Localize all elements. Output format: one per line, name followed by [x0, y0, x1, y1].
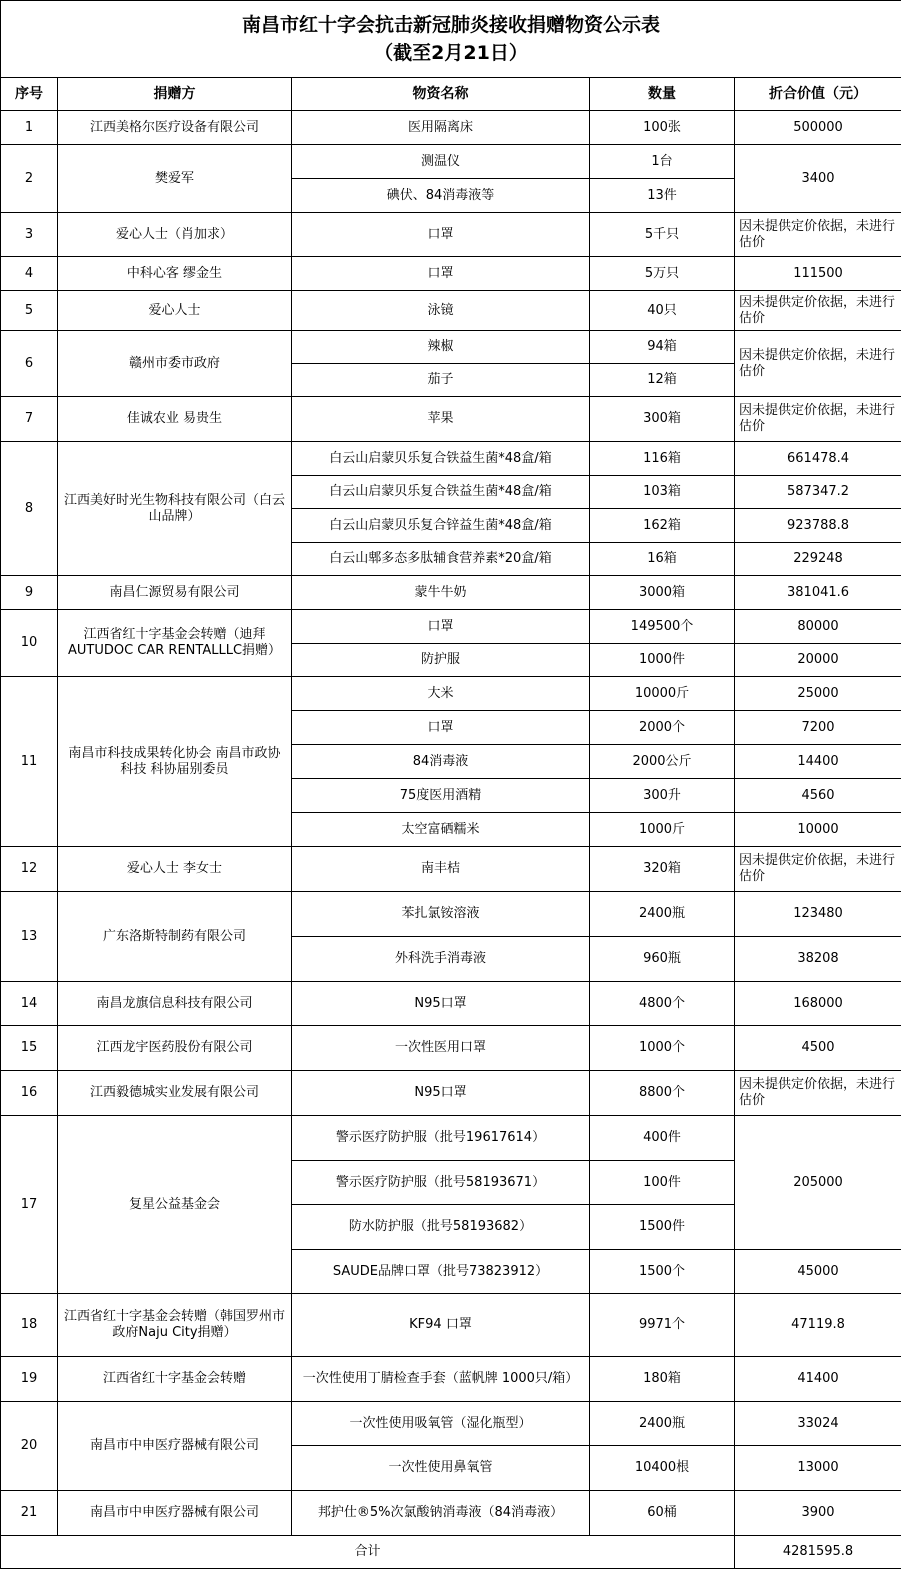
item-quantity: 103箱 [590, 476, 735, 509]
table-row [1, 1026, 901, 1071]
row-number: 16 [1, 1071, 58, 1116]
table-row [1, 213, 901, 257]
item-name: 邦护仕®5%次氯酸钠消毒液（84消毒液） [292, 1491, 590, 1536]
table-row [1, 982, 901, 1026]
item-value: 25000 [735, 677, 901, 711]
table-row [1, 1357, 901, 1402]
table-row [1, 1116, 901, 1161]
item-value: 47119.8 [735, 1294, 901, 1357]
item-name: N95口罩 [292, 1071, 590, 1116]
table-row [1, 677, 901, 711]
row-number: 5 [1, 291, 58, 331]
row-number: 3 [1, 213, 58, 257]
item-name: 白云山郫多态多肽辅食营养素*20盒/箱 [292, 543, 590, 576]
table-row [1, 145, 901, 179]
item-value: 205000 [735, 1116, 901, 1250]
item-value: 因未提供定价依据，未进行估价 [735, 331, 901, 397]
item-name: 防护服 [292, 644, 590, 677]
table-row [1, 331, 901, 364]
item-value: 3400 [735, 145, 901, 213]
item-quantity: 2400瓶 [590, 1402, 735, 1446]
item-quantity: 180箱 [590, 1357, 735, 1402]
item-name: 南丰桔 [292, 847, 590, 892]
row-number: 21 [1, 1491, 58, 1536]
item-value: 381041.6 [735, 576, 901, 610]
item-value: 4560 [735, 779, 901, 813]
item-name: N95口罩 [292, 982, 590, 1026]
donor-name: 爱心人士 李女士 [58, 847, 292, 892]
header-row [1, 78, 901, 111]
item-quantity: 10000斤 [590, 677, 735, 711]
item-name: 泳镜 [292, 291, 590, 331]
item-quantity: 1500件 [590, 1205, 735, 1250]
row-number: 17 [1, 1116, 58, 1294]
donor-name: 南昌市中申医疗器械有限公司 [58, 1402, 292, 1491]
table-row [1, 1294, 901, 1357]
item-name: 测温仪 [292, 145, 590, 179]
item-name: 一次性使用鼻氧管 [292, 1446, 590, 1491]
table-row [1, 576, 901, 610]
table-row [1, 1491, 901, 1536]
header-quantity: 数量 [590, 78, 735, 111]
item-name: 口罩 [292, 610, 590, 644]
row-number: 20 [1, 1402, 58, 1491]
item-name: 白云山启蒙贝乐复合铁益生菌*48盒/箱 [292, 442, 590, 476]
donor-name: 爱心人士 [58, 291, 292, 331]
item-quantity: 400件 [590, 1116, 735, 1161]
item-value: 500000 [735, 111, 901, 145]
donor-name: 南昌市科技成果转化协会 南昌市政协科技 科协届别委员 [58, 677, 292, 847]
row-number: 1 [1, 111, 58, 145]
item-value: 168000 [735, 982, 901, 1026]
item-name: 辣椒 [292, 331, 590, 364]
item-name: 太空富硒糯米 [292, 813, 590, 847]
item-name: 口罩 [292, 257, 590, 291]
donor-name: 江西省红十字基金会转赠（韩国罗州市政府Naju City捐赠） [58, 1294, 292, 1357]
row-number: 10 [1, 610, 58, 677]
donor-name: 江西龙宇医药股份有限公司 [58, 1026, 292, 1071]
table-row [1, 1402, 901, 1446]
item-value: 41400 [735, 1357, 901, 1402]
item-quantity: 2000个 [590, 711, 735, 745]
item-quantity: 2000公斤 [590, 745, 735, 779]
item-value: 13000 [735, 1446, 901, 1491]
donor-name: 爱心人士（肖加求） [58, 213, 292, 257]
total-value: 4281595.8 [735, 1536, 901, 1569]
table-title [1, 1, 901, 78]
item-quantity: 94箱 [590, 331, 735, 364]
donor-name: 南昌仁源贸易有限公司 [58, 576, 292, 610]
item-value: 14400 [735, 745, 901, 779]
item-quantity: 13件 [590, 179, 735, 213]
item-value: 因未提供定价依据，未进行估价 [735, 847, 901, 892]
item-quantity: 60桶 [590, 1491, 735, 1536]
item-value: 因未提供定价依据，未进行估价 [735, 213, 901, 257]
row-number: 15 [1, 1026, 58, 1071]
item-quantity: 3000箱 [590, 576, 735, 610]
item-value: 因未提供定价依据，未进行估价 [735, 1071, 901, 1116]
item-quantity: 1000斤 [590, 813, 735, 847]
item-name: 口罩 [292, 213, 590, 257]
table-row [1, 892, 901, 937]
item-value: 7200 [735, 711, 901, 745]
donor-name: 广东洛斯特制药有限公司 [58, 892, 292, 982]
item-name: 外科洗手消毒液 [292, 937, 590, 982]
item-quantity: 40只 [590, 291, 735, 331]
item-name: 警示医疗防护服（批号19617614） [292, 1116, 590, 1161]
item-name: 一次性医用口罩 [292, 1026, 590, 1071]
item-value: 3900 [735, 1491, 901, 1536]
title-line-2: （截至2月21日） [374, 42, 528, 64]
item-quantity: 9971个 [590, 1294, 735, 1357]
table-row [1, 1071, 901, 1116]
item-name: 一次性使用丁腈检查手套（蓝帆牌 1000只/箱） [292, 1357, 590, 1402]
table-row [1, 610, 901, 644]
donor-name: 江西省红十字基金会转赠 [58, 1357, 292, 1402]
row-number: 14 [1, 982, 58, 1026]
row-number: 4 [1, 257, 58, 291]
item-name: 75度医用酒精 [292, 779, 590, 813]
item-quantity: 12箱 [590, 364, 735, 397]
item-quantity: 5千只 [590, 213, 735, 257]
table-row [1, 847, 901, 892]
item-quantity: 100张 [590, 111, 735, 145]
item-quantity: 5万只 [590, 257, 735, 291]
item-value: 因未提供定价依据，未进行估价 [735, 291, 901, 331]
item-value: 45000 [735, 1250, 901, 1294]
table-row [1, 442, 901, 476]
header-no: 序号 [1, 78, 58, 111]
donor-name: 佳诚农业 易贵生 [58, 397, 292, 442]
item-value: 10000 [735, 813, 901, 847]
item-name: 碘伏、84消毒液等 [292, 179, 590, 213]
row-number: 2 [1, 145, 58, 213]
item-value: 229248 [735, 543, 901, 576]
item-name: 医用隔离床 [292, 111, 590, 145]
item-value: 923788.8 [735, 509, 901, 543]
row-number: 9 [1, 576, 58, 610]
item-quantity: 8800个 [590, 1071, 735, 1116]
title-row [1, 1, 901, 78]
donor-name: 江西美好时光生物科技有限公司（白云山品牌） [58, 442, 292, 576]
item-quantity: 10400根 [590, 1446, 735, 1491]
total-row [1, 1536, 901, 1569]
item-value: 因未提供定价依据，未进行估价 [735, 397, 901, 442]
row-number: 7 [1, 397, 58, 442]
item-value: 111500 [735, 257, 901, 291]
donor-name: 复星公益基金会 [58, 1116, 292, 1294]
item-quantity: 16箱 [590, 543, 735, 576]
item-quantity: 100件 [590, 1161, 735, 1205]
item-value: 33024 [735, 1402, 901, 1446]
row-number: 13 [1, 892, 58, 982]
item-quantity: 4800个 [590, 982, 735, 1026]
item-name: 一次性使用吸氧管（湿化瓶型） [292, 1402, 590, 1446]
table-row [1, 111, 901, 145]
item-name: 白云山启蒙贝乐复合锌益生菌*48盒/箱 [292, 509, 590, 543]
item-name: 白云山启蒙贝乐复合铁益生菌*48盒/箱 [292, 476, 590, 509]
header-donor: 捐赠方 [58, 78, 292, 111]
item-quantity: 1000件 [590, 644, 735, 677]
donor-name: 南昌市中申医疗器械有限公司 [58, 1491, 292, 1536]
item-quantity: 162箱 [590, 509, 735, 543]
item-quantity: 300升 [590, 779, 735, 813]
item-name: KF94 口罩 [292, 1294, 590, 1357]
header-item-name: 物资名称 [292, 78, 590, 111]
donor-name: 江西毅德城实业发展有限公司 [58, 1071, 292, 1116]
table-row [1, 397, 901, 442]
item-name: 蒙牛牛奶 [292, 576, 590, 610]
donor-name: 樊爱军 [58, 145, 292, 213]
item-quantity: 116箱 [590, 442, 735, 476]
row-number: 6 [1, 331, 58, 397]
row-number: 18 [1, 1294, 58, 1357]
item-value: 4500 [735, 1026, 901, 1071]
item-quantity: 320箱 [590, 847, 735, 892]
item-value: 661478.4 [735, 442, 901, 476]
donor-name: 江西省红十字基金会转赠（迪拜AUTUDOC CAR RENTALLLC捐赠） [58, 610, 292, 677]
item-name: 警示医疗防护服（批号58193671） [292, 1161, 590, 1205]
item-value: 80000 [735, 610, 901, 644]
row-number: 19 [1, 1357, 58, 1402]
item-name: 苹果 [292, 397, 590, 442]
table-row [1, 257, 901, 291]
header-value: 折合价值（元） [735, 78, 901, 111]
item-value: 123480 [735, 892, 901, 937]
table-row [1, 291, 901, 331]
item-name: 防水防护服（批号58193682） [292, 1205, 590, 1250]
item-value: 38208 [735, 937, 901, 982]
item-value: 20000 [735, 644, 901, 677]
donor-name: 赣州市委市政府 [58, 331, 292, 397]
item-quantity: 2400瓶 [590, 892, 735, 937]
item-name: 口罩 [292, 711, 590, 745]
total-label: 合计 [1, 1536, 735, 1569]
item-name: 茄子 [292, 364, 590, 397]
donor-name: 中科心客 缪金生 [58, 257, 292, 291]
donor-name: 南昌龙旗信息科技有限公司 [58, 982, 292, 1026]
row-number: 11 [1, 677, 58, 847]
item-name: 大米 [292, 677, 590, 711]
row-number: 8 [1, 442, 58, 576]
item-value: 587347.2 [735, 476, 901, 509]
item-name: 苯扎氯铵溶液 [292, 892, 590, 937]
item-quantity: 1500个 [590, 1250, 735, 1294]
donor-name: 江西美格尔医疗设备有限公司 [58, 111, 292, 145]
item-quantity: 960瓶 [590, 937, 735, 982]
item-quantity: 1台 [590, 145, 735, 179]
item-quantity: 300箱 [590, 397, 735, 442]
item-quantity: 1000个 [590, 1026, 735, 1071]
item-name: 84消毒液 [292, 745, 590, 779]
title-line-1: 南昌市红十字会抗击新冠肺炎接收捐赠物资公示表 [242, 14, 661, 36]
item-name: SAUDE品牌口罩（批号73823912） [292, 1250, 590, 1294]
item-quantity: 149500个 [590, 610, 735, 644]
row-number: 12 [1, 847, 58, 892]
